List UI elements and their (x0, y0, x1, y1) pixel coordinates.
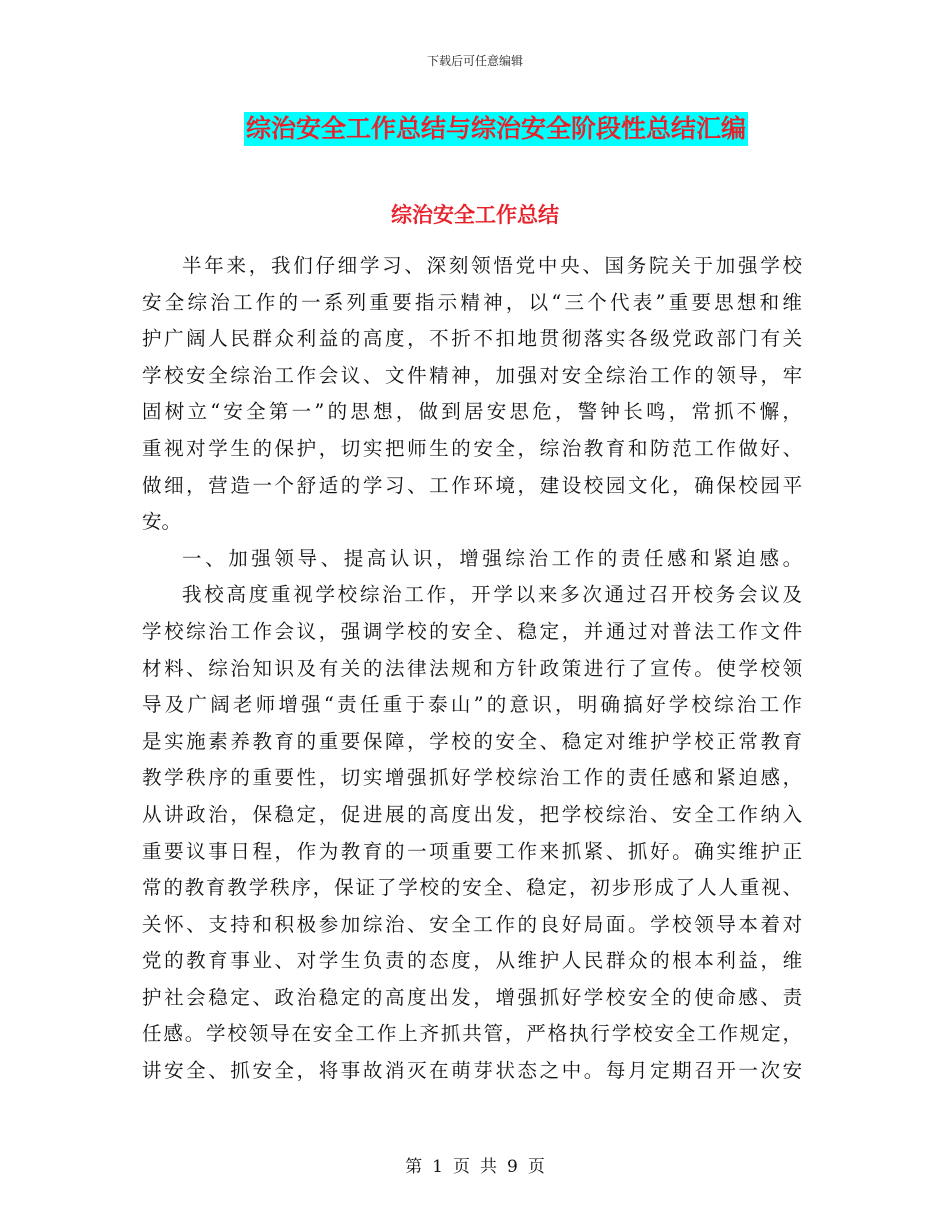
text-line: 任感。学校领导在安全工作上齐抓共管，严格执行学校安全工作规定， (142, 1022, 804, 1046)
text-line: 半年来，我们仔细学习、深刻领悟党中央、国务院关于加强学校 (182, 254, 805, 277)
current-page-number: 1 (432, 1157, 443, 1177)
section-title: 综治安全工作总结 (391, 203, 559, 227)
footer-word-ye: 页 (453, 1157, 470, 1177)
text-line: 关怀、支持和积极参加综治、安全工作的良好局面。学校领导本着对 (142, 912, 805, 936)
text-line: 是实施素养教育的重要保障，学校的安全、稳定对维护学校正常教育 (142, 729, 805, 753)
footer-word-di: 第 (405, 1157, 423, 1177)
document-title: 综治安全工作总结与综治安全阶段性总结汇编 (244, 112, 748, 146)
text-line: 从讲政治，保稳定，促进展的高度出发，把学校综治、安全工作纳入 (142, 802, 805, 826)
footer-word-ye-end: 页 (527, 1157, 545, 1177)
text-line: 安。 (142, 510, 182, 534)
text-line: 党的教育事业、对学生负责的态度，从维护人民群众的根本利益，维 (142, 949, 805, 973)
text-line: 学校综治工作会议，强调学校的安全、稳定，并通过对普法工作文件 (142, 619, 805, 643)
text-line: 护社会稳定、政治稳定的高度出发，增强抓好学校安全的使命感、责 (142, 985, 805, 1009)
text-line: 教学秩序的重要性，切实增强抓好学校综治工作的责任感和紧迫感， (142, 766, 805, 790)
text-line: 做细，营造一个舒适的学习、工作环境，建设校园文化，确保校园平 (142, 473, 805, 497)
text-line: 学校安全综治工作会议、文件精神，加强对安全综治工作的领导，牢 (142, 363, 805, 387)
text-line: 我校高度重视学校综治工作，开学以来多次通过召开校务会议及 (182, 583, 805, 607)
text-line: 材料、综治知识及有关的法律法规和方针政策进行了宣传。使学校领 (142, 656, 805, 680)
text-line: 重视对学生的保护，切实把师生的安全，综治教育和防范工作做好、 (142, 436, 805, 460)
text-line: 安全综治工作的一系列重要指示精神，以“三个代表”重要思想和维 (142, 290, 806, 314)
text-line: 常的教育教学秩序，保证了学校的安全、稳定，初步形成了人人重视、 (142, 876, 804, 900)
text-line: 讲安全、抓安全，将事故消灭在萌芽状态之中。每月定期召开一次安 (142, 1059, 805, 1083)
page-footer (0, 1152, 950, 1177)
total-pages-number: 9 (507, 1157, 518, 1177)
text-line: 重要议事日程，作为教育的一项重要工作来抓紧、抓好。确实维护正 (142, 839, 805, 863)
text-line: 护广阔人民群众利益的高度，不折不扣地贯彻落实各级党政部门有关 (142, 327, 805, 351)
footer-word-gong: 共 (480, 1157, 497, 1177)
text-line: 一、加强领导、提高认识，增强综治工作的责任感和紧迫感。 (182, 546, 806, 570)
text-line: 固树立“安全第一”的思想，做到居安思危，警钟长鸣，常抓不懈， (142, 400, 806, 424)
header-note: 下载后可任意编辑 (426, 54, 523, 68)
doc-title-container (0, 112, 950, 146)
body-text (142, 248, 806, 1090)
text-line: 导及广阔老师增强“责任重于泰山”的意识，明确搞好学校综治工作 (142, 693, 806, 717)
